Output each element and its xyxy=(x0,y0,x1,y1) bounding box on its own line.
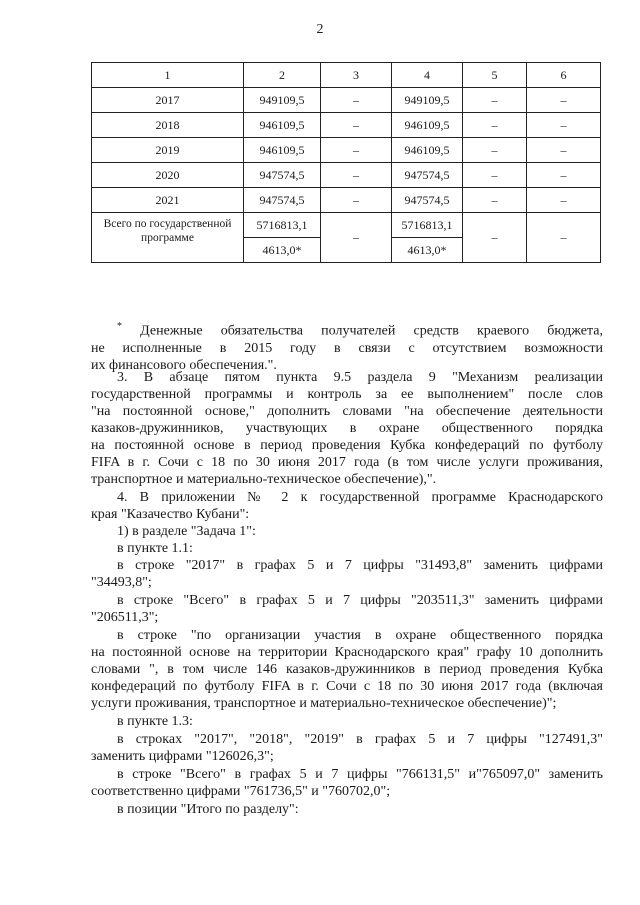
row-total-change-2 xyxy=(91,766,603,800)
paragraph-line: транспортное и материально-техническое обеспечение),". xyxy=(91,472,437,487)
empty-cell: – xyxy=(527,138,601,163)
total-label-cell: Всего по государственной программе xyxy=(92,213,244,263)
value-cell: 947574,5 xyxy=(392,163,463,188)
item-1: 1) в разделе "Задача 1": xyxy=(117,524,256,539)
empty-cell: – xyxy=(321,213,392,263)
footnote-marker: * xyxy=(117,321,122,332)
table-header-row xyxy=(92,63,601,88)
paragraph-line: на постоянной основе в период проведения Кубка конфедераций по футболу xyxy=(91,438,603,453)
table-row xyxy=(92,188,601,213)
paragraph-line: в строке "по организации участия в охране общественного порядка xyxy=(117,628,603,643)
footnote-line: их финансового обеспечения.". xyxy=(91,357,277,373)
paragraph-line: в строках "2017", "2018", "2019" в графах 5 и 7 цифры "127491,3" xyxy=(117,732,603,747)
paragraph-line: в строке "Всего" в графах 5 и 7 цифры "766131,5" и"765097,0" заменить xyxy=(117,767,603,782)
empty-cell: – xyxy=(527,88,601,113)
rows-2017-2019-change xyxy=(91,731,603,765)
total-value-cell: 5716813,1 xyxy=(392,213,463,238)
empty-cell: – xyxy=(321,113,392,138)
paragraph-line: "на постоянной основе," дополнить словами "на обеспечение деятельности xyxy=(91,404,603,419)
table-row xyxy=(92,88,601,113)
point-1-3: в пункте 1.3: xyxy=(117,714,193,729)
paragraph-line: "206511,3"; xyxy=(91,610,159,625)
value-cell: 946109,5 xyxy=(392,138,463,163)
empty-cell: – xyxy=(527,163,601,188)
paragraph-line: 3. В абзаце пятом пункта 9.5 раздела 9 "Механизм реализации xyxy=(117,370,603,385)
paragraph-line: FIFA в г. Сочи с 18 по 30 июня 2017 года (в том числе услуги проживания, xyxy=(91,455,603,470)
page-number: 2 xyxy=(316,22,324,37)
paragraph-line: услуги проживания, транспортное и материально-техническое обеспечение)"; xyxy=(91,696,557,711)
paragraph-line: государственной программы и контроль за ее выполнением" после слов xyxy=(91,387,603,402)
paragraph-line: конфедераций по футболу FIFA в г. Сочи с 18 по 30 июня 2017 года (включая xyxy=(91,679,603,694)
year-cell: 2017 xyxy=(92,88,244,113)
table-row xyxy=(92,163,601,188)
empty-cell: – xyxy=(463,88,527,113)
empty-cell: – xyxy=(321,188,392,213)
budget-table xyxy=(91,62,601,263)
header-cell: 1 xyxy=(92,63,244,88)
header-cell: 2 xyxy=(244,63,321,88)
paragraph-3 xyxy=(91,369,603,488)
value-cell: 947574,5 xyxy=(244,163,321,188)
empty-cell: – xyxy=(321,163,392,188)
paragraph-line: казаков-дружинников, участвующих в охране общественного порядка xyxy=(91,421,603,436)
footnote-line: не исполненные в 2015 году в связи с отсутствием возможности xyxy=(91,340,603,356)
empty-cell: – xyxy=(527,113,601,138)
total-value-cell: 4613,0* xyxy=(244,238,321,263)
header-cell: 5 xyxy=(463,63,527,88)
footnote-line: Денежные обязательства получателей средств краевого бюджета, xyxy=(140,323,603,339)
empty-cell: – xyxy=(463,163,527,188)
empty-cell: – xyxy=(527,213,601,263)
year-cell: 2019 xyxy=(92,138,244,163)
paragraph-line: края "Казачество Кубани": xyxy=(91,507,250,522)
header-cell: 4 xyxy=(392,63,463,88)
table-total-row xyxy=(92,213,601,238)
position-total: в позиции "Итого по разделу": xyxy=(117,802,299,817)
empty-cell: – xyxy=(321,138,392,163)
table-row xyxy=(92,138,601,163)
paragraph-line: 4. В приложении № 2 к государственной программе Краснодарского xyxy=(117,490,603,505)
table-row xyxy=(92,113,601,138)
value-cell: 949109,5 xyxy=(244,88,321,113)
paragraph-line: на постоянной основе на территории Краснодарского края" графу 10 дополнить xyxy=(91,645,603,660)
value-cell: 946109,5 xyxy=(244,113,321,138)
paragraph-line: соответственно цифрами "761736,5" и "760702,0"; xyxy=(91,784,391,799)
header-cell: 6 xyxy=(527,63,601,88)
empty-cell: – xyxy=(463,213,527,263)
value-cell: 949109,5 xyxy=(392,88,463,113)
empty-cell: – xyxy=(527,188,601,213)
value-cell: 946109,5 xyxy=(392,113,463,138)
paragraph-line: заменить цифрами "126026,3"; xyxy=(91,749,274,764)
paragraph-line: в строке "2017" в графах 5 и 7 цифры "31493,8" заменить цифрами xyxy=(117,558,603,573)
row-organization-change xyxy=(91,627,603,712)
total-value-cell: 4613,0* xyxy=(392,238,463,263)
empty-cell: – xyxy=(463,113,527,138)
value-cell: 947574,5 xyxy=(244,188,321,213)
year-cell: 2020 xyxy=(92,163,244,188)
row-2017-change xyxy=(91,557,603,591)
paragraph-line: словами ", в том числе 146 казаков-дружинников в период проведения Кубка xyxy=(91,662,603,677)
empty-cell: – xyxy=(463,138,527,163)
year-cell: 2021 xyxy=(92,188,244,213)
total-value-cell: 5716813,1 xyxy=(244,213,321,238)
empty-cell: – xyxy=(321,88,392,113)
paragraph-line: "34493,8"; xyxy=(91,575,152,590)
year-cell: 2018 xyxy=(92,113,244,138)
empty-cell: – xyxy=(463,188,527,213)
value-cell: 947574,5 xyxy=(392,188,463,213)
value-cell: 946109,5 xyxy=(244,138,321,163)
footnote xyxy=(91,318,603,374)
row-total-change xyxy=(91,592,603,626)
paragraph-line: в строке "Всего" в графах 5 и 7 цифры "203511,3" заменить цифрами xyxy=(117,593,603,608)
header-cell: 3 xyxy=(321,63,392,88)
point-1-1: в пункте 1.1: xyxy=(117,541,193,556)
paragraph-4 xyxy=(91,489,603,523)
